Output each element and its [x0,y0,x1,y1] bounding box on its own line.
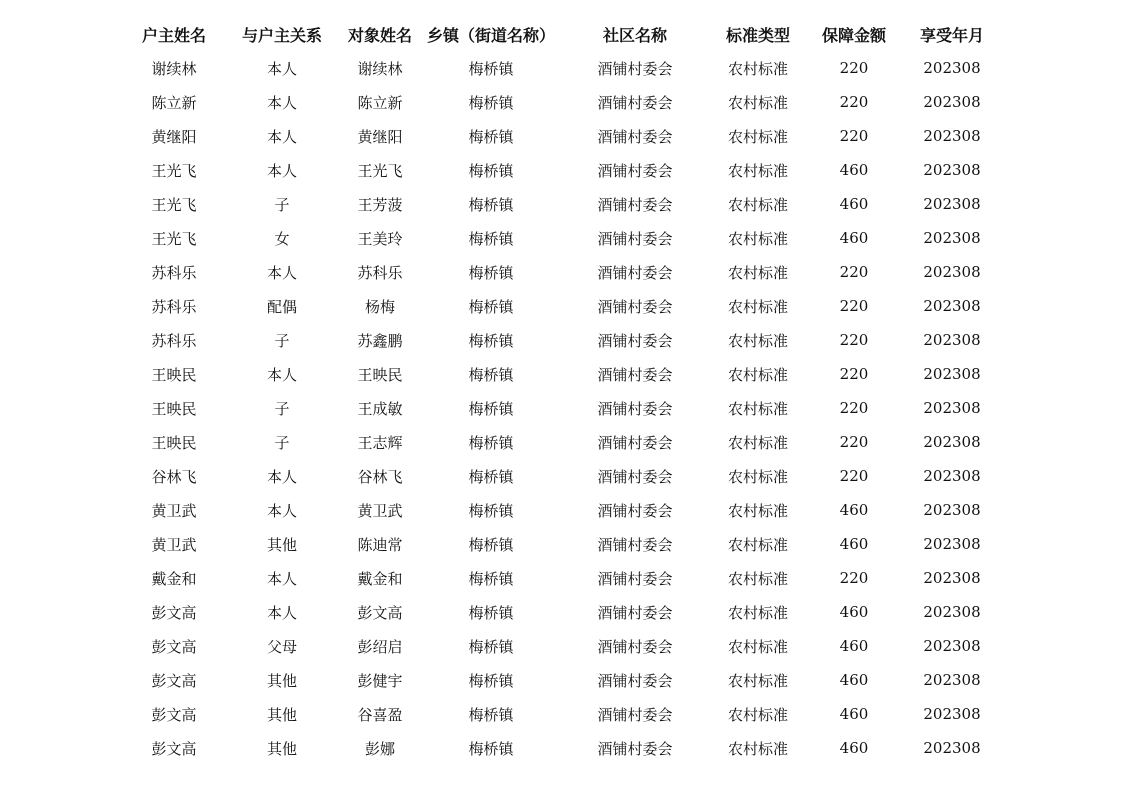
cell-community: 酒铺村委会 [597,263,673,282]
cell-amount: 460 [839,535,869,553]
cell-period: 202308 [923,59,981,77]
cell-relationship: 本人 [266,93,297,112]
cell-community: 酒铺村委会 [597,637,673,656]
cell-amount: 460 [839,705,869,723]
cell-township: 梅桥镇 [468,195,514,214]
table-row [121,119,1001,153]
cell-amount: 220 [839,59,869,77]
cell-household-head-name: 黄继阳 [151,127,197,146]
cell-standard-type: 农村标准 [727,365,788,384]
cell-period: 202308 [923,297,981,315]
header-standard-type: 标准类型 [725,25,790,45]
cell-township: 梅桥镇 [468,739,514,758]
cell-standard-type: 农村标准 [727,263,788,282]
cell-community: 酒铺村委会 [597,93,673,112]
cell-standard-type: 农村标准 [727,467,788,486]
cell-household-head-name: 王映民 [151,399,197,418]
cell-amount: 220 [839,331,869,349]
cell-relationship: 女 [274,229,290,248]
cell-household-head-name: 戴金和 [151,569,197,588]
cell-township: 梅桥镇 [468,93,514,112]
cell-beneficiary-name: 彭娜 [364,739,395,758]
cell-amount: 220 [839,399,869,417]
cell-household-head-name: 彭文高 [151,705,197,724]
cell-household-head-name: 彭文高 [151,739,197,758]
cell-township: 梅桥镇 [468,433,514,452]
cell-beneficiary-name: 王成敏 [357,399,403,418]
cell-community: 酒铺村委会 [597,229,673,248]
cell-period: 202308 [923,365,981,383]
header-household-head-name: 户主姓名 [141,25,206,45]
cell-beneficiary-name: 谢续林 [357,59,403,78]
table-row [121,221,1001,255]
cell-beneficiary-name: 王志辉 [357,433,403,452]
cell-beneficiary-name: 陈立新 [357,93,403,112]
cell-standard-type: 农村标准 [727,603,788,622]
cell-township: 梅桥镇 [468,569,514,588]
cell-beneficiary-name: 谷林飞 [357,467,403,486]
table-row [121,629,1001,663]
cell-relationship: 本人 [266,161,297,180]
cell-township: 梅桥镇 [468,671,514,690]
cell-township: 梅桥镇 [468,603,514,622]
cell-community: 酒铺村委会 [597,501,673,520]
cell-amount: 460 [839,501,869,519]
cell-township: 梅桥镇 [468,535,514,554]
cell-beneficiary-name: 黄卫武 [357,501,403,520]
cell-relationship: 本人 [266,263,297,282]
cell-amount: 220 [839,297,869,315]
cell-relationship: 其他 [266,705,297,724]
cell-township: 梅桥镇 [468,501,514,520]
cell-amount: 220 [839,263,869,281]
cell-relationship: 本人 [266,127,297,146]
cell-beneficiary-name: 彭绍启 [357,637,403,656]
cell-period: 202308 [923,535,981,553]
cell-community: 酒铺村委会 [597,331,673,350]
cell-community: 酒铺村委会 [597,127,673,146]
cell-period: 202308 [923,195,981,213]
cell-township: 梅桥镇 [468,365,514,384]
cell-community: 酒铺村委会 [597,603,673,622]
cell-standard-type: 农村标准 [727,501,788,520]
cell-household-head-name: 彭文高 [151,603,197,622]
cell-standard-type: 农村标准 [727,433,788,452]
cell-community: 酒铺村委会 [597,365,673,384]
table-row [121,527,1001,561]
cell-standard-type: 农村标准 [727,671,788,690]
cell-standard-type: 农村标准 [727,195,788,214]
cell-standard-type: 农村标准 [727,399,788,418]
cell-amount: 220 [839,433,869,451]
cell-household-head-name: 苏科乐 [151,331,197,350]
cell-standard-type: 农村标准 [727,93,788,112]
assistance-roster-table [121,17,1001,765]
cell-household-head-name: 王光飞 [151,229,197,248]
cell-beneficiary-name: 彭文高 [357,603,403,622]
cell-period: 202308 [923,671,981,689]
cell-community: 酒铺村委会 [597,433,673,452]
cell-township: 梅桥镇 [468,59,514,78]
cell-amount: 460 [839,161,869,179]
cell-community: 酒铺村委会 [597,195,673,214]
cell-beneficiary-name: 陈迪常 [357,535,403,554]
cell-period: 202308 [923,93,981,111]
cell-amount: 460 [839,671,869,689]
cell-beneficiary-name: 戴金和 [357,569,403,588]
table-row [121,425,1001,459]
cell-relationship: 其他 [266,739,297,758]
cell-amount: 220 [839,365,869,383]
cell-township: 梅桥镇 [468,705,514,724]
cell-period: 202308 [923,161,981,179]
table-row [121,187,1001,221]
cell-household-head-name: 彭文高 [151,637,197,656]
header-township: 乡镇（街道名称） [426,25,555,45]
cell-period: 202308 [923,229,981,247]
header-community: 社区名称 [602,25,667,45]
cell-amount: 460 [839,229,869,247]
cell-beneficiary-name: 王映民 [357,365,403,384]
cell-beneficiary-name: 王美玲 [357,229,403,248]
cell-period: 202308 [923,331,981,349]
cell-standard-type: 农村标准 [727,229,788,248]
cell-household-head-name: 王映民 [151,433,197,452]
table-row [121,51,1001,85]
cell-household-head-name: 黄卫武 [151,501,197,520]
cell-household-head-name: 王光飞 [151,195,197,214]
cell-standard-type: 农村标准 [727,535,788,554]
table-row [121,153,1001,187]
cell-township: 梅桥镇 [468,637,514,656]
cell-relationship: 其他 [266,671,297,690]
cell-relationship: 子 [274,195,290,214]
cell-household-head-name: 谷林飞 [151,467,197,486]
cell-period: 202308 [923,637,981,655]
cell-standard-type: 农村标准 [727,739,788,758]
cell-standard-type: 农村标准 [727,59,788,78]
cell-standard-type: 农村标准 [727,297,788,316]
cell-standard-type: 农村标准 [727,331,788,350]
cell-relationship: 其他 [266,535,297,554]
table-row [121,493,1001,527]
cell-standard-type: 农村标准 [727,569,788,588]
cell-community: 酒铺村委会 [597,705,673,724]
cell-household-head-name: 黄卫武 [151,535,197,554]
table-row [121,85,1001,119]
cell-community: 酒铺村委会 [597,161,673,180]
cell-community: 酒铺村委会 [597,739,673,758]
cell-household-head-name: 彭文高 [151,671,197,690]
cell-beneficiary-name: 王光飞 [357,161,403,180]
table-row [121,731,1001,765]
cell-amount: 220 [839,127,869,145]
header-period: 享受年月 [919,25,984,45]
cell-community: 酒铺村委会 [597,297,673,316]
table-row [121,357,1001,391]
cell-township: 梅桥镇 [468,467,514,486]
table-row [121,391,1001,425]
cell-township: 梅桥镇 [468,229,514,248]
table-header-row [121,17,1001,51]
cell-household-head-name: 陈立新 [151,93,197,112]
table-row [121,663,1001,697]
cell-period: 202308 [923,501,981,519]
cell-household-head-name: 苏科乐 [151,297,197,316]
cell-community: 酒铺村委会 [597,569,673,588]
cell-beneficiary-name: 杨梅 [364,297,395,316]
cell-township: 梅桥镇 [468,161,514,180]
cell-amount: 220 [839,467,869,485]
cell-period: 202308 [923,739,981,757]
table-row [121,323,1001,357]
cell-beneficiary-name: 王芳菠 [357,195,403,214]
cell-relationship: 本人 [266,569,297,588]
cell-relationship: 父母 [266,637,297,656]
table-row [121,697,1001,731]
cell-beneficiary-name: 彭健宇 [357,671,403,690]
cell-beneficiary-name: 黄继阳 [357,127,403,146]
cell-amount: 220 [839,569,869,587]
cell-beneficiary-name: 谷喜盈 [357,705,403,724]
cell-relationship: 子 [274,399,290,418]
cell-community: 酒铺村委会 [597,467,673,486]
cell-relationship: 本人 [266,603,297,622]
cell-period: 202308 [923,603,981,621]
cell-amount: 460 [839,603,869,621]
cell-household-head-name: 谢续林 [151,59,197,78]
cell-standard-type: 农村标准 [727,637,788,656]
cell-period: 202308 [923,467,981,485]
table-row [121,595,1001,629]
cell-period: 202308 [923,263,981,281]
cell-township: 梅桥镇 [468,127,514,146]
cell-amount: 460 [839,637,869,655]
header-amount: 保障金额 [821,25,886,45]
cell-period: 202308 [923,433,981,451]
table-row [121,459,1001,493]
header-beneficiary-name: 对象姓名 [347,25,412,45]
header-relationship: 与户主关系 [241,25,322,45]
cell-amount: 460 [839,739,869,757]
table-body [121,51,1001,765]
cell-community: 酒铺村委会 [597,399,673,418]
cell-relationship: 本人 [266,467,297,486]
cell-township: 梅桥镇 [468,263,514,282]
cell-relationship: 配偶 [266,297,297,316]
cell-township: 梅桥镇 [468,297,514,316]
cell-household-head-name: 苏科乐 [151,263,197,282]
cell-amount: 460 [839,195,869,213]
cell-standard-type: 农村标准 [727,161,788,180]
table-row [121,561,1001,595]
cell-household-head-name: 王光飞 [151,161,197,180]
cell-relationship: 子 [274,331,290,350]
cell-community: 酒铺村委会 [597,535,673,554]
cell-township: 梅桥镇 [468,331,514,350]
cell-relationship: 子 [274,433,290,452]
table-row [121,289,1001,323]
cell-beneficiary-name: 苏科乐 [357,263,403,282]
cell-period: 202308 [923,705,981,723]
cell-household-head-name: 王映民 [151,365,197,384]
cell-relationship: 本人 [266,365,297,384]
cell-relationship: 本人 [266,501,297,520]
cell-beneficiary-name: 苏鑫鹏 [357,331,403,350]
cell-community: 酒铺村委会 [597,59,673,78]
table-row [121,255,1001,289]
cell-community: 酒铺村委会 [597,671,673,690]
cell-relationship: 本人 [266,59,297,78]
cell-township: 梅桥镇 [468,399,514,418]
cell-period: 202308 [923,399,981,417]
cell-amount: 220 [839,93,869,111]
cell-period: 202308 [923,569,981,587]
cell-period: 202308 [923,127,981,145]
cell-standard-type: 农村标准 [727,127,788,146]
cell-standard-type: 农村标准 [727,705,788,724]
